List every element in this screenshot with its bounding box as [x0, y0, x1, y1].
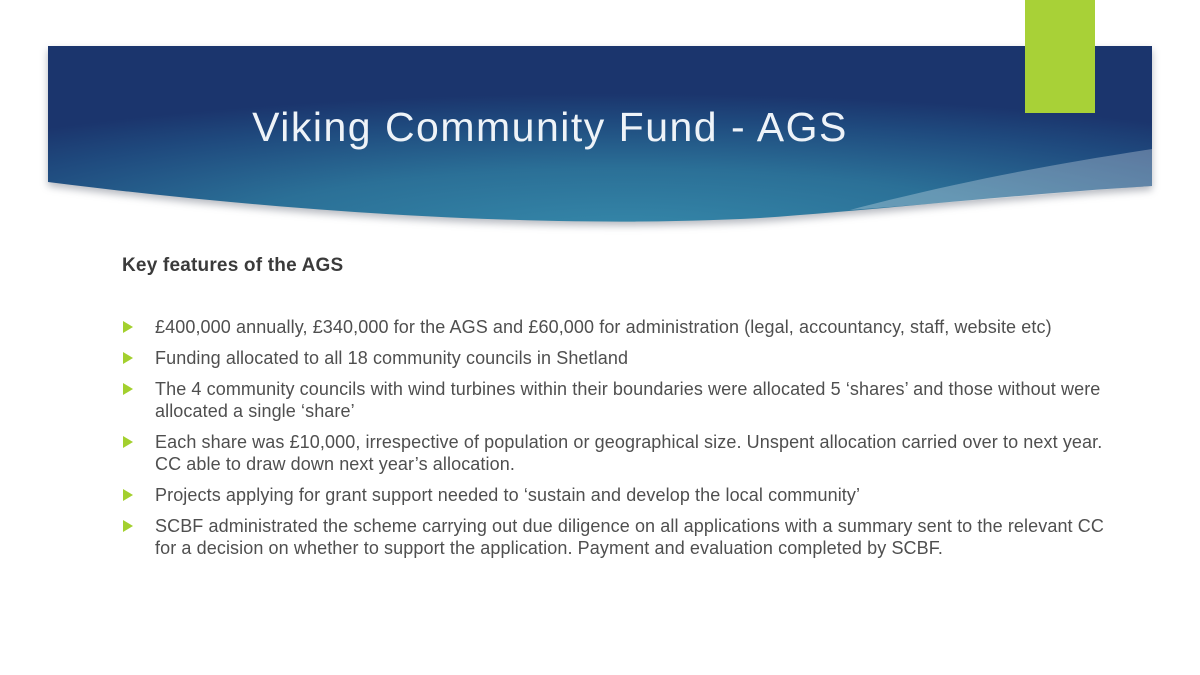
bullet-text: Projects applying for grant support needed to ‘sustain and develop the local community’ [155, 485, 861, 505]
bullet-item [122, 515, 1127, 559]
bullet-text: £400,000 annually, £340,000 for the AGS and £60,000 for administration (legal, accountancy, staff, website etc) [155, 317, 1052, 337]
bullet-item [122, 347, 1127, 369]
bullet-triangle-icon [123, 520, 133, 532]
bullet-text: Each share was £10,000, irrespective of population or geographical size. Unspent allocation carried over to next year. CC able to draw down next year’s allocation. [155, 432, 1103, 474]
bullet-text: SCBF administrated the scheme carrying out due diligence on all applications with a summary sent to the relevant CC for a decision on whether to support the application. Payment and evaluation completed by SCBF. [155, 516, 1104, 558]
section-heading: Key features of the AGS [122, 255, 344, 276]
slide-title: Viking Community Fund - AGS [252, 104, 848, 150]
bullet-list [122, 316, 1127, 568]
bullet-triangle-icon [123, 383, 133, 395]
bullet-item [122, 431, 1127, 475]
bullet-triangle-icon [123, 436, 133, 448]
bullet-item [122, 378, 1127, 422]
bullet-triangle-icon [123, 321, 133, 333]
accent-rectangle [1025, 0, 1095, 113]
bullet-item [122, 484, 1127, 506]
bullet-item [122, 316, 1127, 338]
bullet-triangle-icon [123, 352, 133, 364]
bullet-triangle-icon [123, 489, 133, 501]
bullet-text: Funding allocated to all 18 community councils in Shetland [155, 348, 629, 368]
bullet-text: The 4 community councils with wind turbines within their boundaries were allocated 5 ‘shares’ and those without were allocated a single ‘share’ [155, 379, 1101, 421]
